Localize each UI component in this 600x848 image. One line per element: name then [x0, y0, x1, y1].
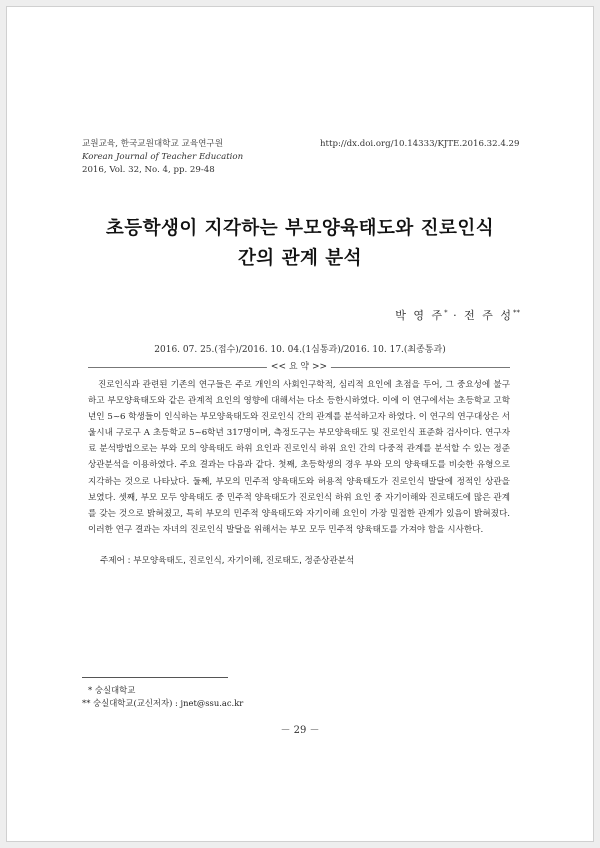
journal-name: Korean Journal of Teacher Education: [82, 152, 244, 162]
submission-dates: 2016. 07. 25.(접수)/2016. 10. 04.(1심통과)/2016. 10. 17.(최종통과): [154, 345, 446, 355]
summary-label: << 요 약 >>: [267, 361, 331, 374]
authors: [395, 307, 520, 323]
footnote-affiliation-2: ** 숭실대학교(교신저자) : jnet@ssu.ac.kr: [82, 698, 244, 708]
doi-link[interactable]: http://dx.doi.org/10.14333/KJTE.2016.32.4.29: [320, 139, 520, 149]
author-2-mark: **: [513, 308, 520, 317]
abstract-text: 진로인식과 관련된 기존의 연구들은 주로 개인의 사회인구학적, 심리적 요인에 초점을 두어, 그 중요성에 불구하고 부모양육태도와 같은 관계적 요인의 영향에 대해서는 다소 등한시하였다. 이에 이 연구에서는 초등학교 고학년인 5~6 학생들이 인식하는 부모양육태도와 진로인식 간의 관계를 분석하고자 하였다. 이 연구의 연구대상은 서울시내 구로구 A 초등학교 5~6학년 317명이며, 측정도구는 부모양육태도 및 진로인식 표준화 검사이다. 연구자료 분석방법으로는 부와 모의 양육태도 하위 요인과 진로인식 하위 요인 간의 다중적 관계를 분석할 수 있는 정준상관분석을 이용하였다. 주요 결과는 다음과 같다. 첫째, 초등학생의 경우 부와 모의 양육태도를 비슷한 유형으로 지각하는 것으로 나타났다. 둘째, 부모의 민주적 양육태도와 허용적 양육태도가 진로인식 발달에 정적인 상관을 보였다. 셋째, 부모 모두 양육태도 중 민주적 양육태도가 진로인식 하위 요인 중 자기이해와 진로태도에 많은 관계를 갖는 것으로 밝혀졌고, 특히 부모의 민주적 양육태도와 자기이해 요인이 가장 밀접한 관계가 있음이 밝혀졌다. 이러한 연구 결과는 자녀의 진로인식 발달을 위해서는 부모 모두 민주적 양육태도를 가져야 함을 시사한다.: [88, 380, 510, 535]
title-line-1: 초등학생이 지각하는 부모양육태도와 진로인식: [105, 218, 495, 239]
author-separator: ·: [447, 309, 465, 322]
page-number: － 29 －: [280, 725, 320, 736]
summary-divider: [88, 361, 510, 374]
keywords: 주제어 : 부모양육태도, 진로인식, 자기이해, 진로태도, 정준상관분석: [100, 556, 355, 566]
footnote-affiliation-1: * 숭실대학교: [88, 685, 136, 695]
author-1: 박 영 주: [395, 309, 445, 322]
paper-title: [0, 214, 600, 274]
title-line-2: 간의 관계 분석: [237, 248, 363, 269]
author-1-mark: *: [444, 308, 448, 317]
issue-info: 2016, Vol. 32, No. 4, pp. 29-48: [82, 165, 215, 175]
footnote-divider: [82, 677, 228, 678]
publisher: 교원교육, 한국교원대학교 교육연구원: [82, 139, 224, 149]
author-2: 전 주 성: [464, 309, 513, 322]
journal-header: [82, 138, 243, 177]
